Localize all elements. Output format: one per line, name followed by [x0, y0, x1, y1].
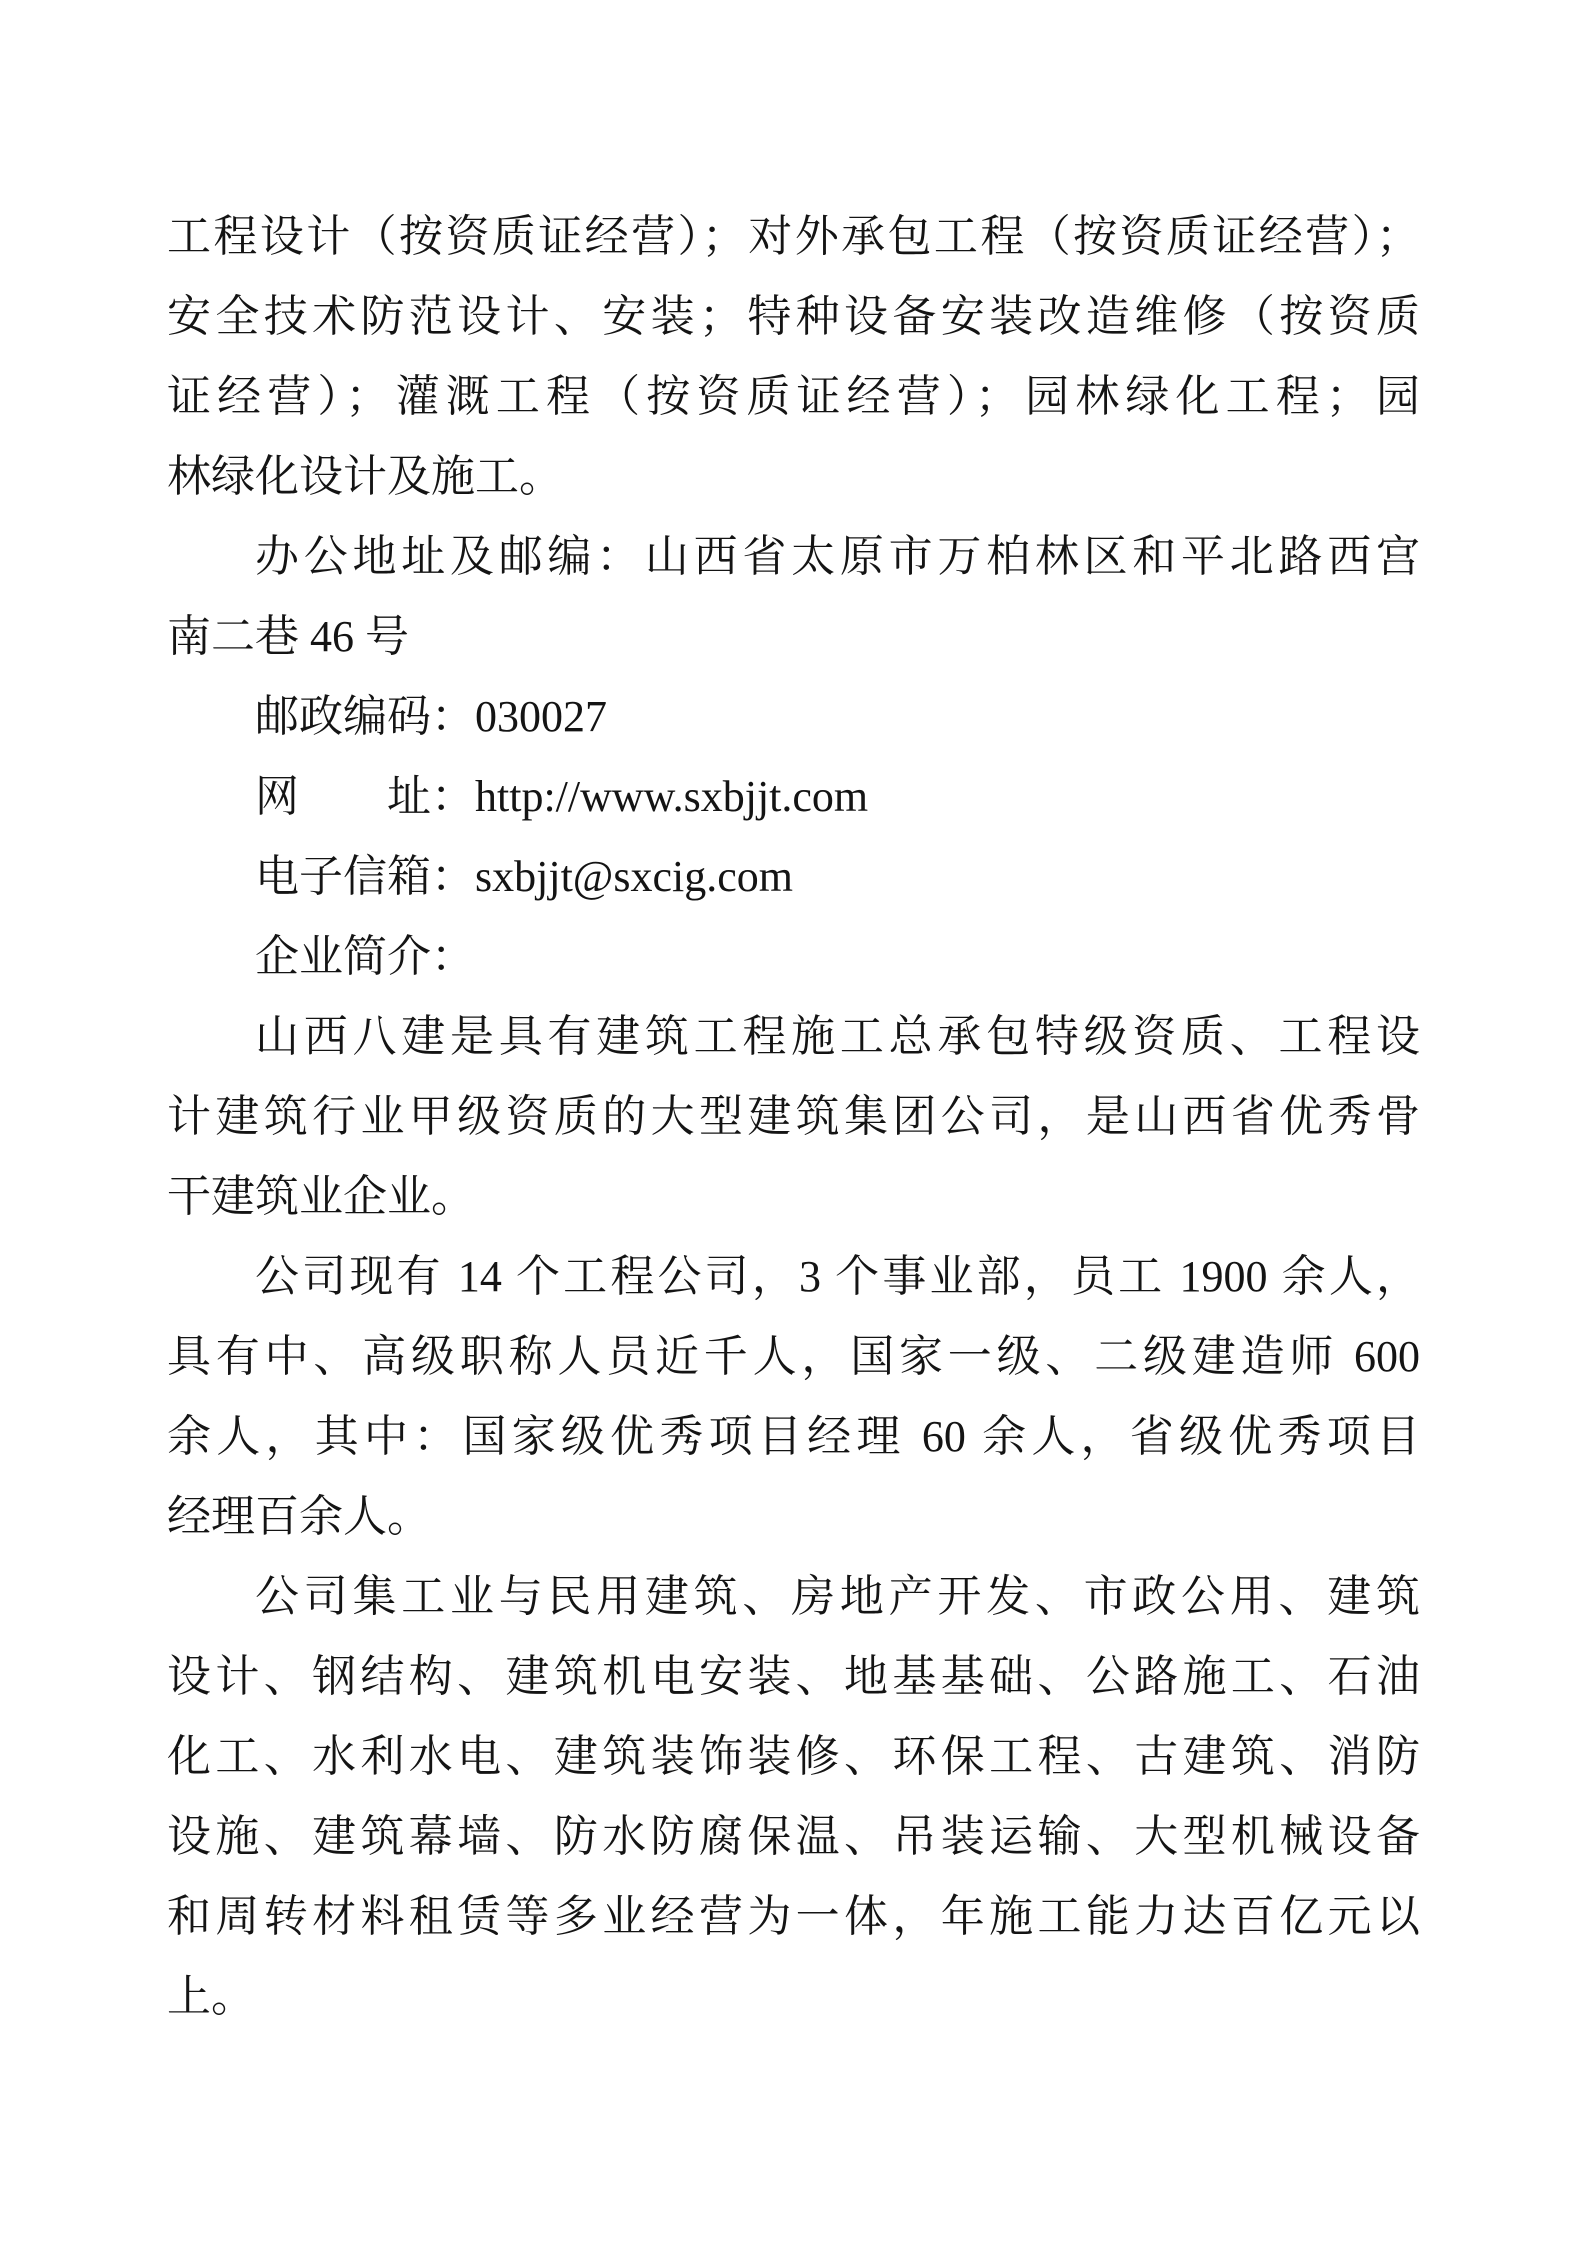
text-line: 上。	[167, 1972, 255, 2021]
text-line: 证经营）；灌溉工程（按资质证经营）；园林绿化工程；园	[167, 372, 1420, 421]
text-line: 化工、水利水电、建筑装饰装修、环保工程、古建筑、消防	[167, 1732, 1420, 1781]
text-line: 公司现有 14 个工程公司，3 个事业部，员工 1900 余人，	[255, 1252, 1420, 1301]
text-line: 和周转材料租赁等多业经营为一体，年施工能力达百亿元以	[167, 1892, 1420, 1941]
text-line: 林绿化设计及施工。	[167, 452, 563, 501]
text-line: 干建筑业企业。	[167, 1172, 475, 1221]
text-line: 电子信箱：sxbjjt@sxcig.com	[255, 852, 793, 901]
text-line: 工程设计（按资质证经营）；对外承包工程（按资质证经营）；	[167, 212, 1420, 261]
text-line: 具有中、高级职称人员近千人，国家一级、二级建造师 600	[167, 1332, 1420, 1381]
text-line: 办公地址及邮编：山西省太原市万柏林区和平北路西宫	[255, 532, 1420, 581]
text-line: 余人，其中：国家级优秀项目经理 60 余人，省级优秀项目	[167, 1412, 1420, 1461]
text-line: 南二巷 46 号	[167, 612, 409, 661]
text-line: 山西八建是具有建筑工程施工总承包特级资质、工程设	[255, 1012, 1420, 1061]
text-line: 网 址：http://www.sxbjjt.com	[255, 772, 869, 821]
text-line: 计建筑行业甲级资质的大型建筑集团公司，是山西省优秀骨	[167, 1092, 1420, 1141]
text-line: 公司集工业与民用建筑、房地产开发、市政公用、建筑	[255, 1572, 1420, 1621]
text-line: 设计、钢结构、建筑机电安装、地基基础、公路施工、石油	[167, 1652, 1420, 1701]
text-line: 设施、建筑幕墙、防水防腐保温、吊装运输、大型机械设备	[167, 1812, 1420, 1861]
document-content	[167, 197, 1420, 2037]
text-line: 安全技术防范设计、安装；特种设备安装改造维修（按资质	[167, 292, 1420, 341]
text-line: 经理百余人。	[167, 1492, 431, 1541]
text-line: 企业简介：	[255, 932, 475, 981]
text-line: 邮政编码：030027	[255, 692, 607, 741]
